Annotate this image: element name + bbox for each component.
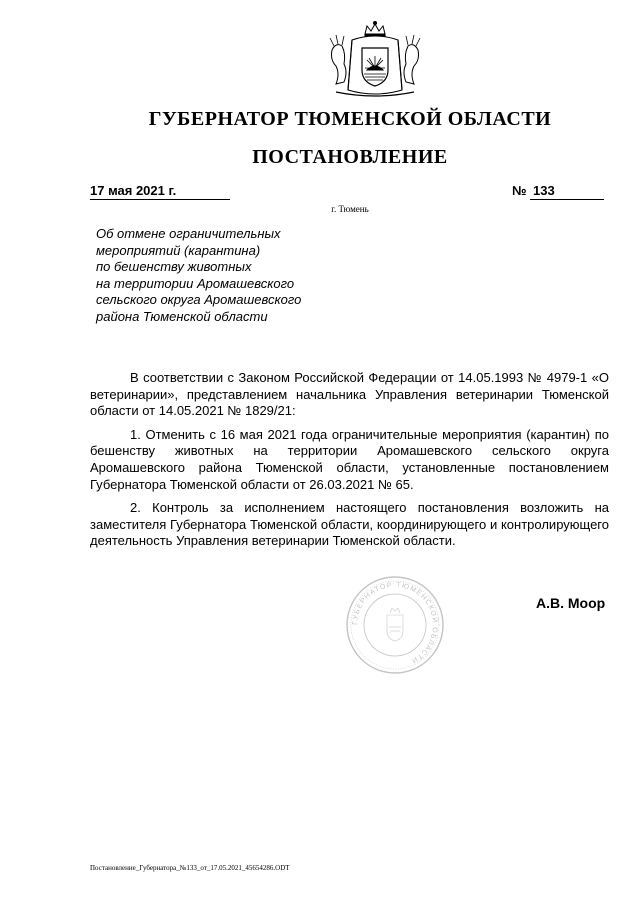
svg-text:ГУБЕРНАТОР ТЮМЕНСКОЙ ОБЛАСТИ: ГУБЕРНАТОР ТЮМЕНСКОЙ ОБЛАСТИ: [351, 581, 439, 665]
document-date: 17 мая 2021 г.: [90, 183, 230, 200]
document-number-label: №: [512, 183, 527, 198]
document-type-heading: ПОСТАНОВЛЕНИЕ: [252, 146, 448, 168]
organization-title: ГУБЕРНАТОР ТЮМЕНСКОЙ ОБЛАСТИ: [148, 108, 552, 130]
item-2-paragraph: 2. Контроль за исполнением настоящего постановления возложить на заместителя Губернатора Тюменской области, координирующего и контролирующего деятельность Управления ветеринарии Тюменской области.: [90, 500, 609, 549]
official-seal-stamp: [345, 575, 445, 675]
subject-line: мероприятий (карантина): [96, 242, 261, 258]
coat-of-arms-emblem: [322, 20, 428, 100]
signer-name: А.В. Моор: [536, 595, 606, 611]
subject-line: Об отмене ограничительных: [96, 226, 281, 241]
preamble-paragraph: В соответствии с Законом Российской Федерации от 14.05.1993 № 4979-1 «О ветеринарии», представлением начальника Управления ветеринарии Тюменской области от 14.05.2021 № 1829/21:: [90, 370, 609, 419]
subject-line: на территории Аромашевского: [96, 275, 295, 291]
subject-line: района Тюменской области: [96, 308, 268, 324]
subject-line: по бешенству животных: [96, 259, 252, 274]
document-subject: [96, 226, 356, 325]
document-body: [90, 370, 609, 557]
footer-file-name: Постановление_Губернатора_№133_от_17.05.2021_45654286.ODT: [90, 864, 290, 872]
item-1-paragraph: 1. Отменить с 16 мая 2021 года ограничительные мероприятия (карантин) по бешенству животных на территории Аромашевского сельского округа Аромашевского района Тюменской области, установленные постановлением Губернатора Тюменской области от 26.03.2021 № 65.: [90, 426, 609, 492]
subject-line: сельского округа Аромашевского: [96, 292, 302, 307]
document-number: 133: [530, 183, 604, 200]
city-name: г. Тюмень: [331, 204, 369, 214]
